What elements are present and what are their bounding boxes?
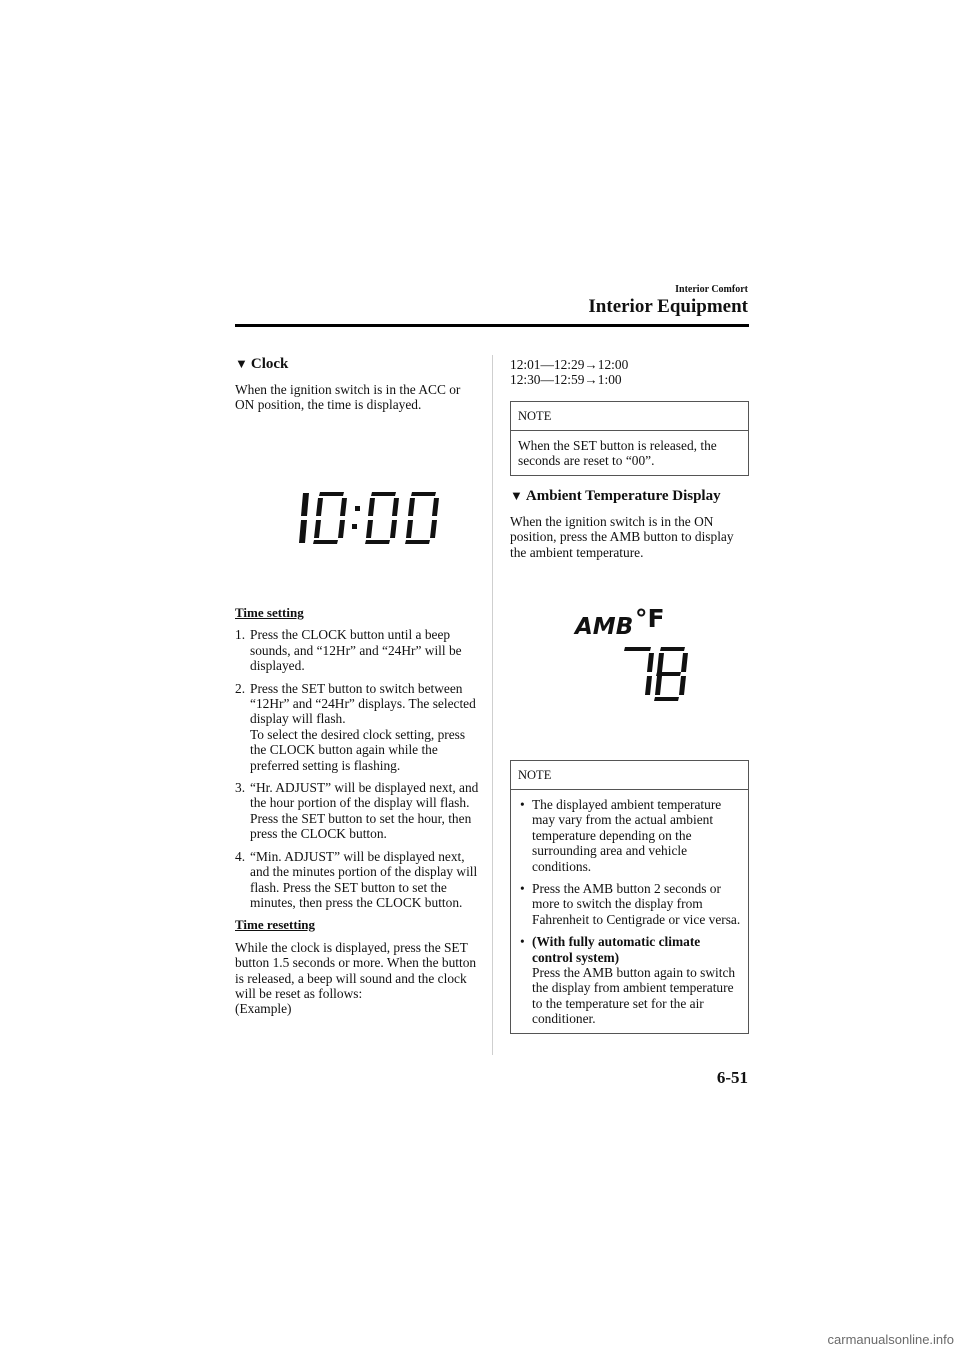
note-bullet-2: • Press the AMB button 2 seconds or more to switch the display from Fahrenheit to Centigrade or vice versa. xyxy=(520,881,741,927)
segment xyxy=(655,676,662,695)
segment xyxy=(647,653,654,672)
watermark: carmanualsonline.info xyxy=(827,1332,954,1347)
time-setting-heading: Time setting xyxy=(235,605,304,620)
segment xyxy=(405,540,430,544)
colon-dot xyxy=(352,524,357,529)
triangle-icon: ▼ xyxy=(510,488,523,503)
bullet-icon: • xyxy=(520,881,525,897)
clock-intro: When the ignition switch is in the ACC or ON position, the time is displayed. xyxy=(235,382,461,413)
note-box-seconds xyxy=(510,401,749,476)
note-box-ambient xyxy=(510,760,749,1034)
ambient-heading: ▼ Ambient Temperature Display xyxy=(510,488,721,504)
clock-display xyxy=(290,490,440,546)
segment xyxy=(432,498,439,516)
segment xyxy=(340,498,347,516)
segment xyxy=(366,520,373,538)
bullet-icon: • xyxy=(520,797,525,812)
segment xyxy=(314,520,321,538)
segment xyxy=(679,676,686,695)
step-1: 1. Press the CLOCK button until a beep sounds, and “12Hr” and “24Hr” will be displayed. xyxy=(235,627,462,674)
segment xyxy=(656,672,681,676)
reset-sequence-1: 12:01―12:29→12:00 xyxy=(510,357,629,372)
triangle-icon: ▼ xyxy=(235,356,248,371)
segment xyxy=(406,520,413,538)
step-4: 4. “Min. ADJUST” will be displayed next, and the minutes portion of the display will flash. Press the SET button to set the minutes, then press the CLOCK button. xyxy=(235,848,478,910)
segment xyxy=(624,647,651,651)
time-resetting-text: While the clock is displayed, press the SET button 1.5 seconds or more. When the button is released, a beep will sound and the clock will be reset as follows: xyxy=(235,939,477,1001)
step-2: 2. Press the SET button to switch between “12Hr” and “24Hr” displays. The selected display will flash. To select the desired clock setting, press the CLOCK button again while the preferred setting is flashing. xyxy=(235,680,476,773)
step-3: 3. “Hr. ADJUST” will be displayed next, and the hour portion of the display will flash. Press the SET button to set the hour, then press the CLOCK button. xyxy=(235,780,479,842)
segment xyxy=(390,520,397,538)
segment xyxy=(657,653,664,672)
segment xyxy=(408,498,415,516)
column-divider xyxy=(492,355,493,1055)
segment xyxy=(316,498,323,516)
ambient-intro: When the ignition switch is in the ON position, press the AMB button to display the ambient temperature. xyxy=(510,514,734,560)
page-number: 6-51 xyxy=(716,1068,748,1087)
temperature-value-display xyxy=(617,645,689,703)
page-title: Interior Equipment xyxy=(588,296,748,317)
segment xyxy=(681,653,688,672)
segment xyxy=(338,520,345,538)
segment xyxy=(660,647,685,651)
bullet-icon: • xyxy=(520,934,525,950)
fahrenheit-unit: °F xyxy=(635,604,665,633)
amb-label: AMB xyxy=(575,614,634,640)
header-rule xyxy=(235,324,749,327)
note-bullet-3: • (With fully automatic climate control system) Press the AMB button again to switch the display from ambient temperature to the temperature set for the air conditioner. xyxy=(520,934,736,1027)
section-label: Interior Comfort xyxy=(675,284,748,295)
colon-dot xyxy=(355,506,360,511)
segment xyxy=(392,498,399,516)
segment xyxy=(368,498,375,516)
note-title: NOTE xyxy=(511,761,748,790)
segment xyxy=(654,697,679,701)
segment xyxy=(371,492,396,496)
note-bullet-1: • The displayed ambient temperature may vary from the actual ambient temperature depending on the surrounding area and vehicle conditions. xyxy=(520,797,722,874)
segment xyxy=(411,492,436,496)
note-title: NOTE xyxy=(511,402,748,431)
ambient-display xyxy=(575,604,690,705)
segment xyxy=(645,676,652,695)
segment xyxy=(319,492,344,496)
segment xyxy=(301,493,309,516)
segment xyxy=(365,540,390,544)
reset-sequence-2: 12:30―12:59→1:00 xyxy=(510,372,622,388)
segment xyxy=(299,520,307,543)
segment xyxy=(430,520,437,538)
segment xyxy=(313,540,338,544)
time-resetting-heading: Time resetting xyxy=(235,917,316,933)
example-label: (Example) xyxy=(235,1001,292,1017)
clock-heading: ▼ Clock xyxy=(235,356,289,372)
note-text: When the SET button is released, the seconds are reset to “00”. xyxy=(518,438,717,469)
